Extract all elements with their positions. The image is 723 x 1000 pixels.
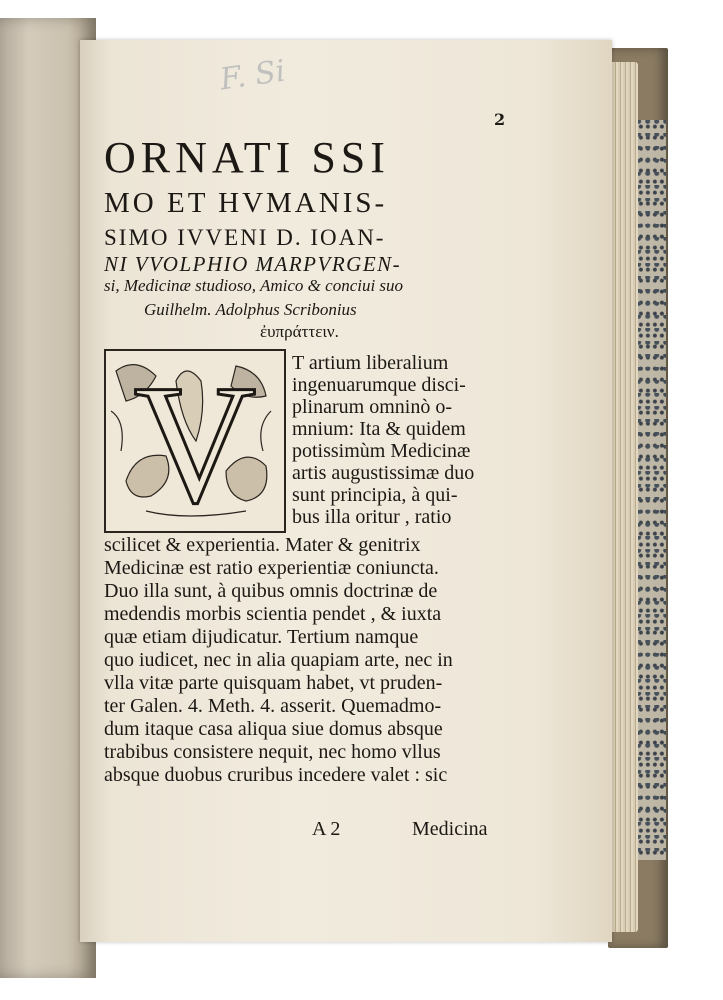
body-line-8: bus illa oritur , ratio xyxy=(292,506,452,528)
body-line-10: Medicinæ est ratio experientiæ coniuncta. xyxy=(104,557,439,579)
body-line-13: quæ etiam dijudicatur. Tertium namque xyxy=(104,626,419,648)
initial-letter: V xyxy=(133,351,257,531)
body-line-15: vlla vitæ parte quisquam habet, vt pruden- xyxy=(104,672,443,694)
body-line-16: ter Galen. 4. Meth. 4. asserit. Quemadmo- xyxy=(104,695,442,717)
greek-greeting: ἐυπράττειν. xyxy=(260,322,339,341)
decorated-initial xyxy=(104,349,286,533)
body-line-6: artis augustissimæ duo xyxy=(292,462,475,484)
body-line-11: Duo illa sunt, à quibus omnis doctrinæ de xyxy=(104,580,438,602)
folio-number: 2 xyxy=(494,110,506,129)
body-line-14: quo iudicet, nec in alia quapiam arte, nec in xyxy=(104,649,453,671)
body-line-12: medendis morbis scientia pendet , & iuxta xyxy=(104,603,442,625)
body-line-9: scilicet & experientia. Mater & genitrix xyxy=(104,534,421,556)
speckled-edge xyxy=(636,120,666,860)
heading-line-4: NI VVOLPHIO MARPVRGEN- xyxy=(104,252,402,276)
catchword: Medicina xyxy=(412,818,488,840)
body-line-2: ingenuarumque disci- xyxy=(292,374,466,396)
body-line-1: T artium liberalium xyxy=(292,352,449,374)
heading-line-2-text: MO ET HVMANIS- xyxy=(104,187,388,219)
body-line-19: absque duobus cruribus incedere valet : sic xyxy=(104,764,448,786)
body-line-17: dum itaque casa aliqua siue domus absque xyxy=(104,718,443,740)
heading-line-1-text: ORNATI SSI xyxy=(104,133,390,182)
body-line-5: potissimùm Medicinæ xyxy=(292,440,471,462)
body-line-3: plinarum omninò o- xyxy=(292,396,452,418)
initial-illustration xyxy=(106,351,284,531)
body-line-4: mnium: Ita & quidem xyxy=(292,418,466,440)
body-line-7: sunt principia, à qui- xyxy=(292,484,458,506)
faint-handwritten-note: F. Si xyxy=(217,53,288,98)
signature-mark: A 2 xyxy=(312,818,341,840)
author-line: Guilhelm. Adolphus Scribonius xyxy=(144,300,357,319)
body-line-18: trabibus consistere nequit, nec homo vllus xyxy=(104,741,441,763)
heading-line-2 xyxy=(104,187,387,220)
heading-line-3: SIMO IVVENI D. IOAN- xyxy=(104,225,386,250)
heading-line-1 xyxy=(104,132,390,183)
dedication-line: si, Medicinæ studioso, Amico & conciui suo xyxy=(104,276,404,295)
